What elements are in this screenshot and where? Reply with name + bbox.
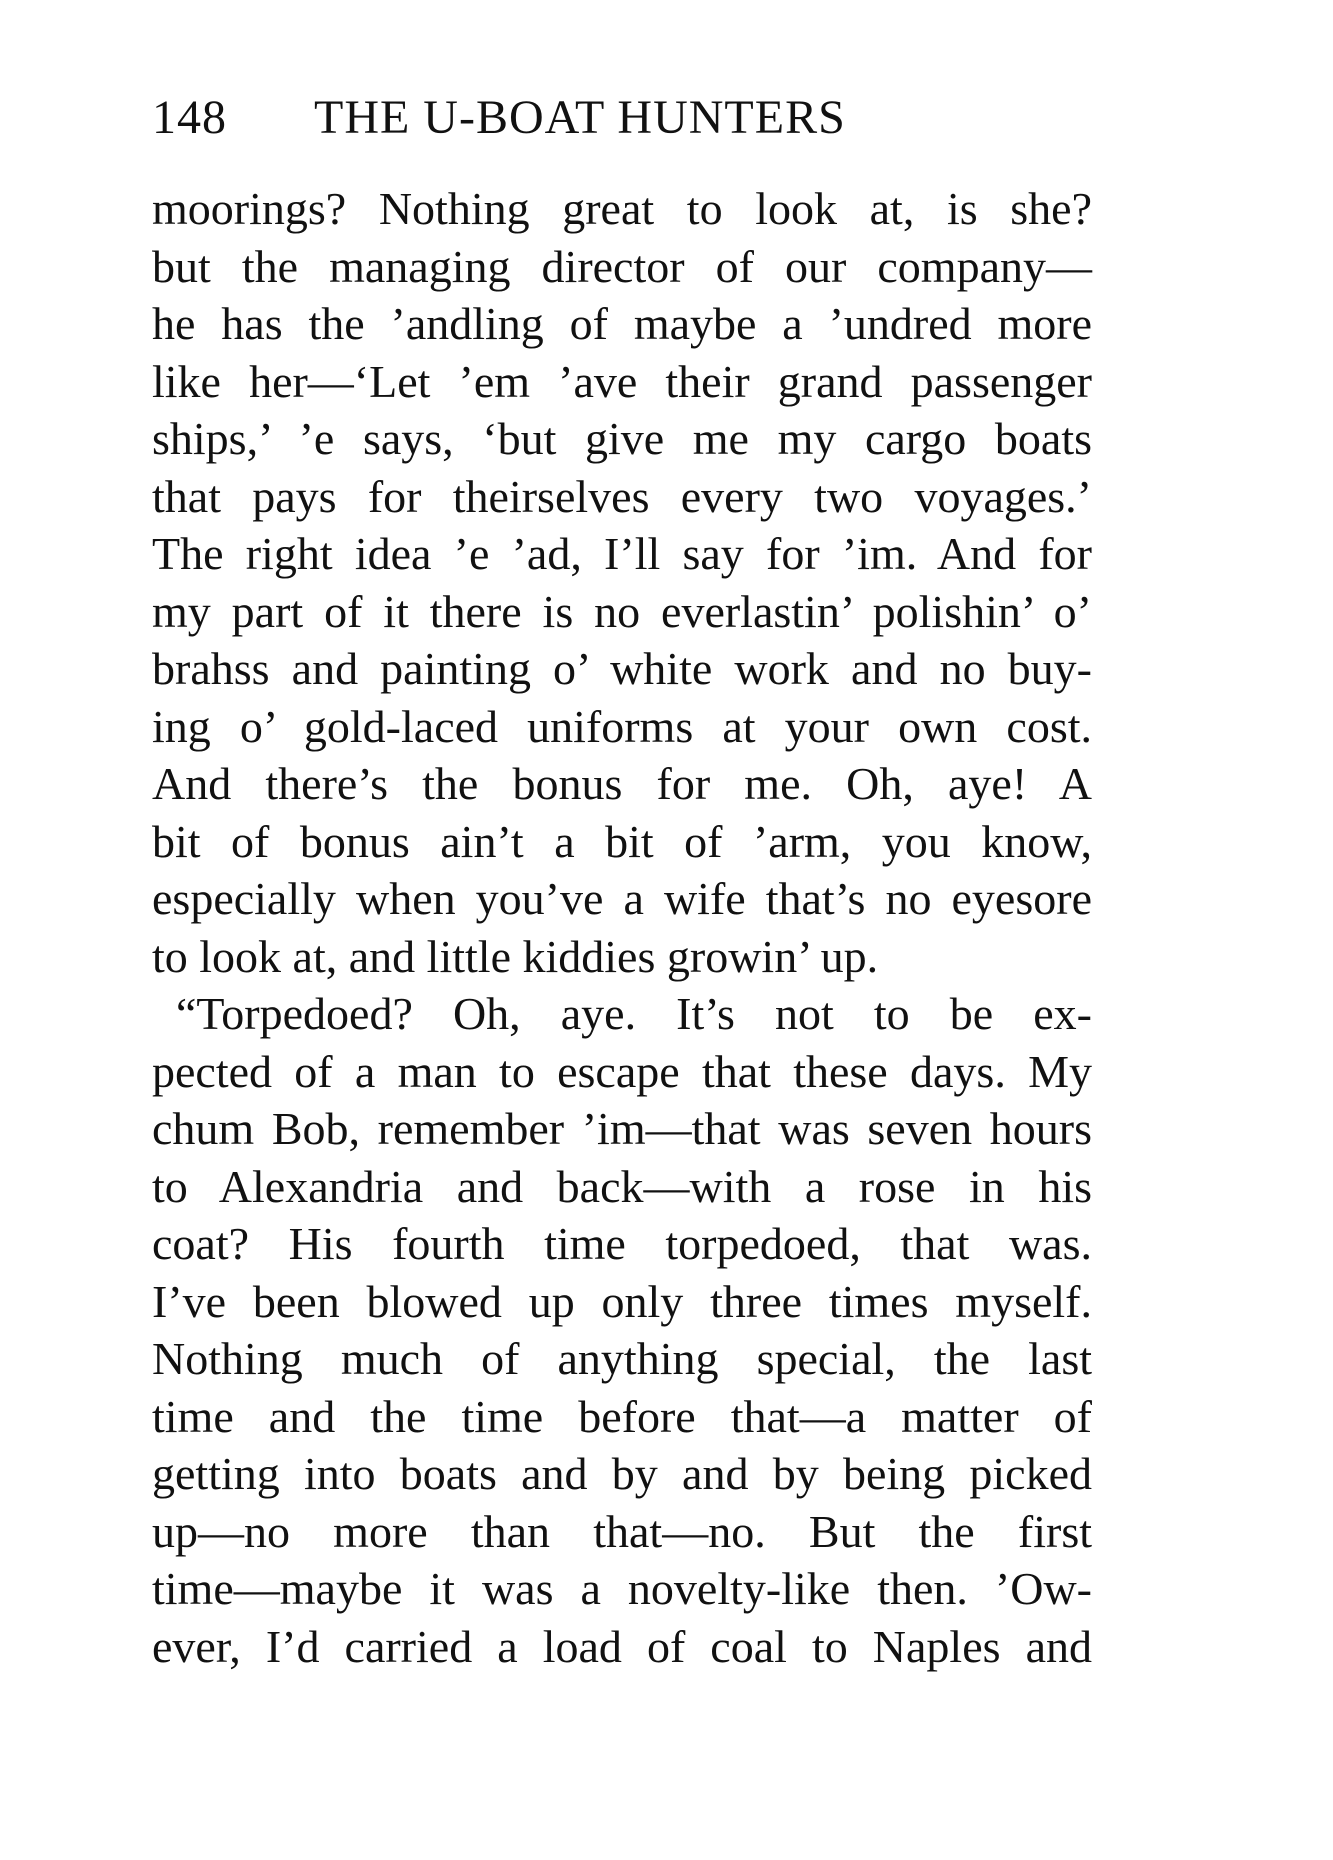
body-text bbox=[152, 180, 1092, 1675]
page-header bbox=[152, 86, 1092, 150]
text-line: to Alexandria and back—with a rose in his bbox=[152, 1160, 1092, 1212]
text-line: but the managing director of our company— bbox=[152, 240, 1092, 292]
text-line: I’ve been blowed up only three times myself. bbox=[152, 1275, 1092, 1327]
text-line: And there’s the bonus for me. Oh, aye! A bbox=[152, 758, 1092, 809]
text-line: time—maybe it was a novelty-like then. ’Ow- bbox=[152, 1563, 1092, 1614]
text-line: brahss and painting o’ white work and no buy- bbox=[152, 643, 1092, 694]
text-line: time and the time before that—a matter of bbox=[152, 1390, 1092, 1442]
text-line: ships,’ ’e says, ‘but give me my cargo boats bbox=[152, 413, 1092, 464]
text-line: ing o’ gold-laced uniforms at your own cost. bbox=[152, 700, 1092, 752]
text-line: pected of a man to escape that these days. My bbox=[152, 1045, 1092, 1097]
page-number: 148 bbox=[152, 91, 227, 144]
text-line: up—no more than that—no. But the first bbox=[152, 1505, 1092, 1557]
text-line: moorings? Nothing great to look at, is she? bbox=[152, 183, 1092, 234]
text-line: Nothing much of anything special, the last bbox=[152, 1333, 1092, 1384]
text-line: bit of bonus ain’t a bit of ’arm, you know, bbox=[152, 815, 1092, 867]
text-line: my part of it there is no everlastin’ polishin’ o’ bbox=[152, 585, 1092, 637]
text-line: coat? His fourth time torpedoed, that was. bbox=[152, 1218, 1092, 1269]
text-line: to look at, and little kiddies growin’ up. bbox=[152, 930, 879, 982]
text-line: that pays for theirselves every two voyages.’ bbox=[152, 470, 1092, 522]
text-line: especially when you’ve a wife that’s no eyesore bbox=[152, 873, 1092, 924]
text-line: he has the ’andling of maybe a ’undred more bbox=[152, 298, 1092, 349]
text-line: “Torpedoed? Oh, aye. It’s not to be ex- bbox=[176, 988, 1092, 1039]
text-line: chum Bob, remember ’im—that was seven hours bbox=[152, 1103, 1092, 1154]
text-line: like her—‘Let ’em ’ave their grand passenger bbox=[152, 355, 1092, 407]
running-title: THE U-BOAT HUNTERS bbox=[314, 91, 846, 144]
text-line: The right idea ’e ’ad, I’ll say for ’im. And for bbox=[152, 528, 1092, 579]
text-line: ever, I’d carried a load of coal to Naples and bbox=[152, 1620, 1092, 1672]
text-line: getting into boats and by and by being picked bbox=[152, 1448, 1092, 1499]
